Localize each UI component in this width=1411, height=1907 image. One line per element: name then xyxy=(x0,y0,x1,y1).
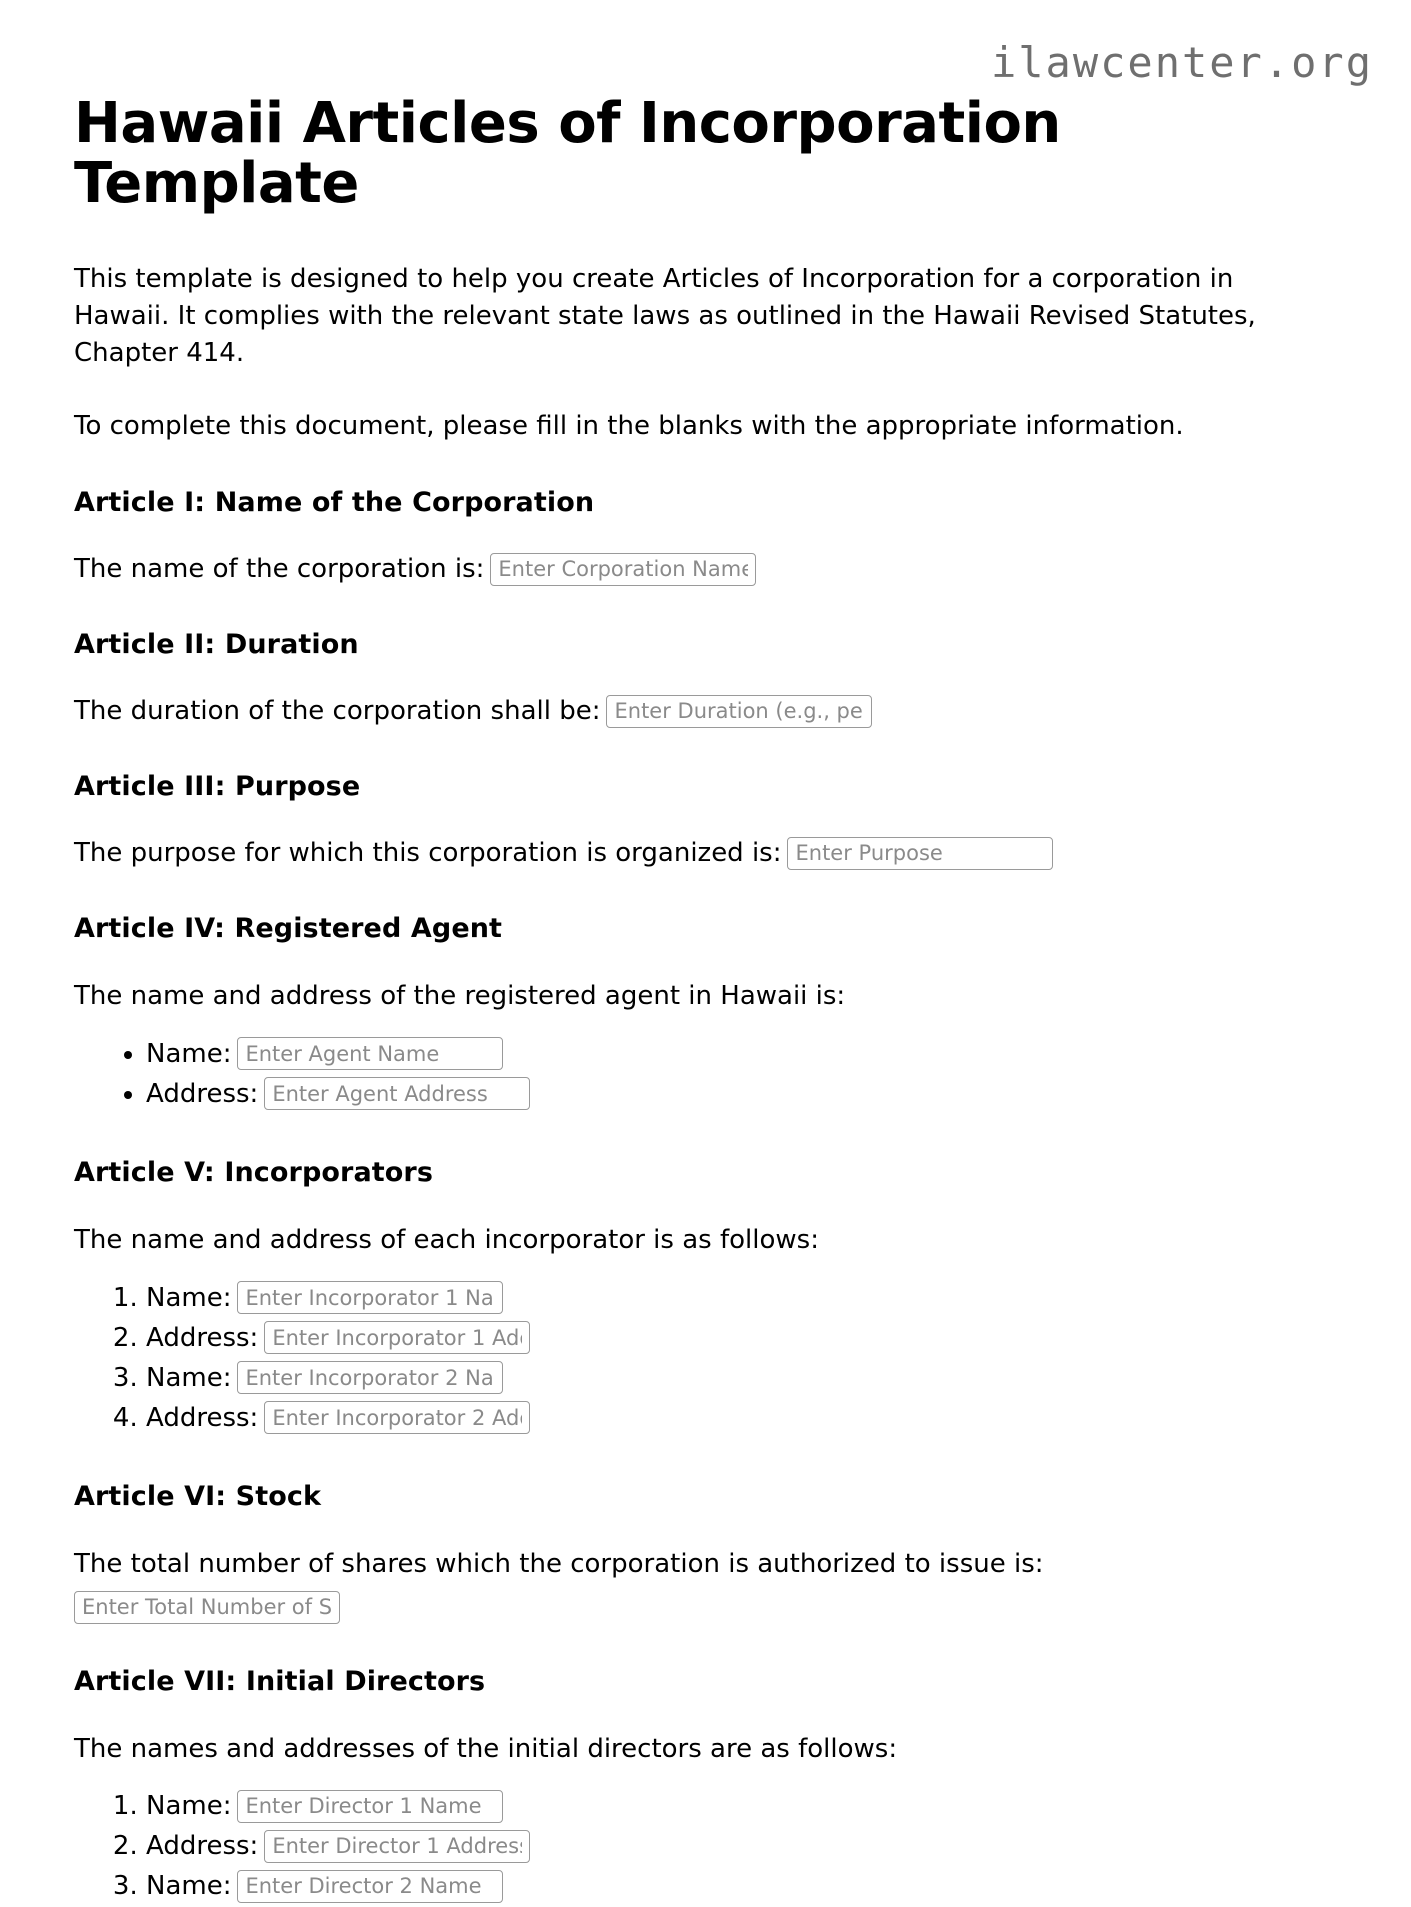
total-shares-input[interactable] xyxy=(74,1591,340,1624)
article-vi-field-block xyxy=(74,1546,1337,1624)
article-iii-field-row xyxy=(74,836,1337,871)
list-item xyxy=(146,1827,1337,1865)
list-item xyxy=(146,1035,1337,1073)
article-i-field-row xyxy=(74,552,1337,587)
incorporator-1-address-input[interactable] xyxy=(264,1321,530,1354)
incorporators-list xyxy=(74,1279,1337,1437)
director-2-name-label: 3. Name: xyxy=(146,1871,232,1902)
article-vi-label: The total number of shares which the corporation is authorized to issue is: xyxy=(74,1548,1044,1579)
article-iii-label: The purpose for which this corporation is organized is: xyxy=(74,837,782,868)
list-item xyxy=(146,1787,1337,1825)
incorporator-2-name-label: 3. Name: xyxy=(146,1362,232,1393)
list-item xyxy=(146,1359,1337,1397)
incorporator-1-name-label: 1. Name: xyxy=(146,1282,232,1313)
article-vii-label: The names and addresses of the initial directors are as follows: xyxy=(74,1733,898,1764)
article-ii-field-row xyxy=(74,694,1337,729)
instruction-paragraph: To complete this document, please fill in the blanks with the appropriate information. xyxy=(74,410,1184,441)
article-vii-heading: Article VII: Initial Directors xyxy=(74,1665,486,1697)
director-2-name-input[interactable] xyxy=(237,1870,503,1903)
intro-paragraph: This template is designed to help you create Articles of Incorporation for a corporation in Hawaii. It complies with the relevant state laws as outlined in the Hawaii Revised Statutes, Chapter 414. xyxy=(74,263,1256,368)
list-item xyxy=(146,1319,1337,1357)
article-ii-heading: Article II: Duration xyxy=(74,628,359,660)
list-item xyxy=(146,1279,1337,1317)
site-watermark: ilawcenter.org xyxy=(990,38,1373,87)
incorporator-1-address-label: 2. Address: xyxy=(146,1322,259,1353)
article-iv-label: The name and address of the registered agent in Hawaii is: xyxy=(74,980,846,1011)
incorporator-2-address-input[interactable] xyxy=(264,1401,530,1434)
director-1-name-input[interactable] xyxy=(237,1790,503,1823)
corporation-name-input[interactable] xyxy=(490,553,756,586)
list-item xyxy=(146,1075,1337,1113)
registered-agent-list xyxy=(74,1035,1337,1113)
article-i-heading: Article I: Name of the Corporation xyxy=(74,486,595,518)
directors-list xyxy=(74,1787,1337,1905)
article-v-label: The name and address of each incorporator is as follows: xyxy=(74,1224,819,1255)
page-title: Hawaii Articles of Incorporation Template xyxy=(74,91,1061,217)
incorporator-1-name-input[interactable] xyxy=(237,1281,503,1314)
article-iv-heading: Article IV: Registered Agent xyxy=(74,912,503,944)
agent-address-input[interactable] xyxy=(264,1077,530,1110)
article-ii-label: The duration of the corporation shall be: xyxy=(74,695,601,726)
agent-name-label: • Name: xyxy=(146,1038,232,1069)
list-item xyxy=(146,1399,1337,1437)
article-i-label: The name of the corporation is: xyxy=(74,553,485,584)
article-v-heading: Article V: Incorporators xyxy=(74,1156,434,1188)
incorporator-2-address-label: 4. Address: xyxy=(146,1402,259,1433)
director-1-address-label: 2. Address: xyxy=(146,1831,259,1862)
director-1-name-label: 1. Name: xyxy=(146,1791,232,1822)
agent-address-label: • Address: xyxy=(146,1078,259,1109)
purpose-input[interactable] xyxy=(787,837,1053,870)
director-1-address-input[interactable] xyxy=(264,1830,530,1863)
agent-name-input[interactable] xyxy=(237,1037,503,1070)
incorporator-2-name-input[interactable] xyxy=(237,1361,503,1394)
list-item xyxy=(146,1867,1337,1905)
article-iii-heading: Article III: Purpose xyxy=(74,770,361,802)
duration-input[interactable] xyxy=(606,695,872,728)
article-vi-heading: Article VI: Stock xyxy=(74,1480,322,1512)
